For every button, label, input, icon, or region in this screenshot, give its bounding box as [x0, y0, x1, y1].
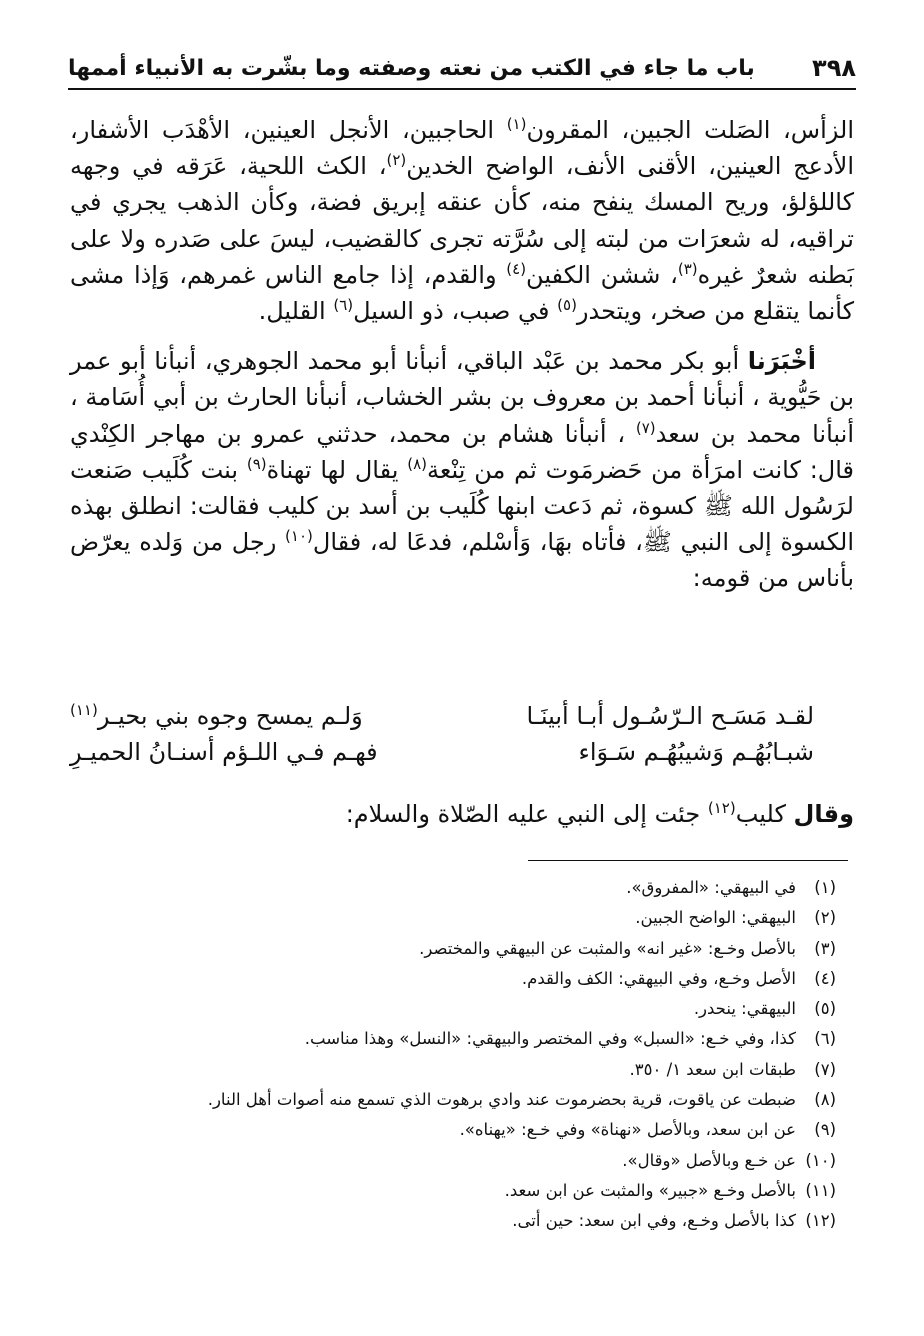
footnote-item: [70, 994, 836, 1024]
footnote-number: (١٢): [805, 1211, 836, 1231]
hemistich-text: وَلـم يمسح وجوه بني بحيـر: [97, 702, 363, 730]
footnote-text: البيهقي: الواضح الجبين.: [635, 908, 796, 928]
footnote-ref: (١٢): [707, 799, 736, 817]
footnote-item: [70, 1176, 836, 1206]
footnote-text: البيهقي: ينحدر.: [693, 999, 796, 1019]
footnote-item: [70, 934, 836, 964]
footnote-ref: (٦): [333, 296, 354, 315]
footnote-number: (٣): [814, 938, 836, 958]
running-title: باب ما جاء في الكتب من نعته وصفته وما بشّرت به الأنبياء أممها: [68, 55, 755, 81]
text-run: ، أنبأنا هشام بن محمد، حدثني عمرو بن مهاجر الكِنْدي قال: كانت امرَأة من حَضرمَوت ثم من تِنْعة: [70, 419, 855, 484]
header-rule: [68, 88, 856, 90]
footnote-text: ضبطت عن ياقوت، قرية بحضرموت عند وادي برهوت الذي تسمع منه أصوات أهل النار.: [207, 1090, 796, 1110]
footnote-ref: (١١): [70, 701, 98, 719]
hemistich-first: لقـد مَسَـح الـرّسُـول أبـا أبينَـا: [526, 702, 814, 730]
footnote-ref: (٤): [506, 259, 527, 278]
text-run: جئت إلى النبي عليه الصّلاة والسلام:: [345, 800, 708, 828]
footnote-text: في البيهقي: «المفروق».: [626, 878, 796, 897]
footnote-number: (١١): [805, 1180, 836, 1200]
text-run: القليل.: [258, 297, 334, 326]
footnote-number: (٥): [814, 999, 836, 1019]
text-run: أبو بكر محمد بن عَبْد الباقي، أنبأنا أبو محمد الجوهري، أنبأنا أبو عمر بن حَيُّوية ، أنبأنا أحمد بن معروف بن بشر الخشاب، أنبأنا الحارث بن أبي أُسَامة ، أنبأنا محمد بن سعد: [70, 347, 854, 448]
footnote-item: [70, 1206, 836, 1236]
footnote-number: (٦): [814, 1029, 836, 1049]
footnote-number: (٢): [814, 908, 836, 928]
paragraph-after-verse: [70, 796, 854, 832]
footnote-ref: (٨): [407, 454, 428, 473]
text-run: في صبب، ذو السيل: [353, 297, 558, 326]
text-run: الحاجبين، الأنجل العينين، الأهْدَب الأشفار، الأدعج العينين، الأقنى الأنف، الواضح الخدين: [70, 116, 855, 181]
footnote-text: عن خـع وبالأصل «وقال».: [622, 1150, 796, 1170]
footnote-ref: (٧): [635, 418, 656, 437]
poem-verse: [70, 698, 814, 770]
footnotes-list: [70, 873, 836, 1237]
text-run: رجل من وَلده يعرّض بأناس من قومه:: [70, 528, 854, 593]
footnote-text: كذا بالأصل وخـع، وفي ابن سعد: حين أتى.: [512, 1211, 796, 1231]
footnote-item: [70, 1024, 836, 1054]
text-run: ، الكث اللحية، عَرَقه في وجهه كاللؤلؤ، وريح المسك ينفح منه، كأن عنقه إبريق فضة، وكأن الذهب يجري في تراقيه، له شعرَات من لبته إلى سُرَّته تجرى كالقضيب، ليسَ على صَدره ولا على بَطنه شعرٌ غيره: [70, 152, 855, 289]
text-run: والقدم، إذا جامع الناس غمرهم، وَإذا مشى كأنما يتقلع من صخر، ويتحدر: [70, 260, 854, 326]
footnote-text: طبقات ابن سعد ١/ ٣٥٠.: [629, 1059, 796, 1079]
hemistich-second: [70, 698, 363, 734]
hemistich-second: فهـم فـي اللـؤم أسنـانُ الحميـرِ: [70, 738, 378, 766]
footnote-number: (٤): [814, 968, 836, 988]
footnote-item: [70, 1146, 836, 1176]
verse-line-2: [70, 734, 814, 770]
footnote-text: بالأصل وخـع «جبير» والمثبت عن ابن سعد.: [504, 1180, 796, 1200]
narration-lead: أخْبَرَنا: [747, 347, 816, 376]
footnote-ref: (١): [506, 115, 527, 133]
footnote-item: [70, 964, 836, 994]
footnote-text: بالأصل وخـع: «غير انه» والمثبت عن البيهقي والمختصر.: [419, 938, 796, 958]
footnote-ref: (٥): [557, 296, 577, 315]
footnote-text: الأصل وخـع، وفي البيهقي: الكف والقدم.: [521, 968, 796, 988]
footnote-text: عن ابن سعد، وبالأصل «نهناة» وفي خـع: «يهناه».: [459, 1120, 796, 1140]
footnote-ref: (١٠): [285, 527, 313, 546]
footnote-number: (١٠): [805, 1150, 836, 1170]
text-run: ، ششن الكفين: [526, 260, 678, 289]
text-run: يقال لها تهناة: [266, 455, 408, 484]
footnote-item: [70, 1085, 836, 1115]
footnote-item: [70, 1115, 836, 1145]
footnote-item: [70, 873, 836, 903]
main-text: [70, 112, 854, 597]
footnote-item: [70, 1055, 836, 1085]
footnote-text: كذا، وفي خـع: «السبل» وفي المختصر والبيهقي: «النسل» وهذا مناسب.: [304, 1029, 796, 1049]
footnote-number: (٧): [814, 1059, 836, 1079]
footnote-number: (٩): [814, 1120, 836, 1140]
narration-lead: وقال: [793, 800, 854, 828]
text-run: الزأس، الصَلت الجبين، المقرون: [526, 116, 854, 144]
footnote-rule: [528, 860, 848, 861]
paragraph-description: [70, 112, 854, 329]
footnote-number: (٨): [814, 1090, 836, 1110]
verse-line-1: [70, 698, 814, 734]
footnote-ref: (٣): [677, 259, 698, 278]
hemistich-first: شبـابُهُـم وَشيبُهُـم سَـوَاء: [578, 738, 814, 766]
paragraph-narration: [70, 343, 854, 596]
footnote-ref: (٢): [386, 151, 407, 170]
text-run: بنت كُلَيب صَنعت لرَسُول الله ﷺ كسوة، ثم دَعت ابنها كُلَيب بن أسد بن كليب فقالت: انطلق بهذه الكسوة إلى النبي ﷺ، فأتاه بهَا، وَأسْلم، فدعَا له، فقال: [70, 455, 854, 557]
footnote-ref: (٩): [246, 454, 267, 473]
footnote-number: (١): [814, 878, 836, 897]
footnote-item: [70, 903, 836, 933]
text-run: كليب: [735, 800, 794, 828]
page-number: ٣٩٨: [812, 54, 856, 82]
page-header: [68, 50, 856, 86]
